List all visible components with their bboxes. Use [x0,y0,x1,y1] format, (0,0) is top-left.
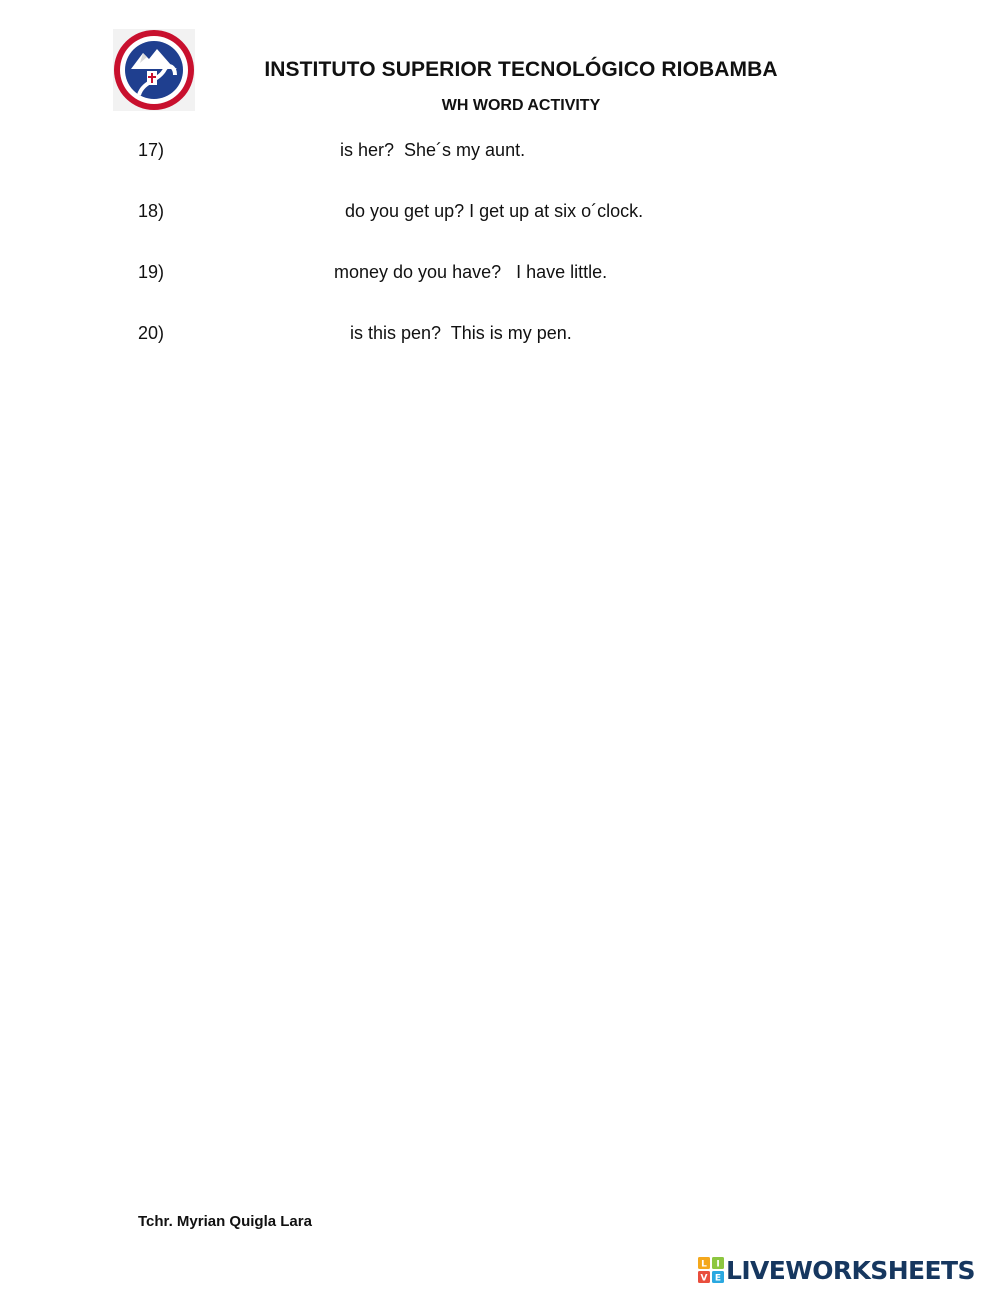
question-text: money do you have? I have little. [334,262,608,282]
question-number: 17) [138,140,165,160]
question-number: 18) [138,201,165,221]
liveworksheets-blocks-icon [698,1257,724,1283]
question-number: 20) [138,323,165,343]
question-row-19 [0,262,1000,286]
question-row-20 [0,323,1000,347]
teacher-name: Tchr. Myrian Quigla Lara [138,1213,312,1230]
activity-title: WH WORD ACTIVITY [441,97,601,114]
question-text: is this pen? This is my pen. [350,323,572,343]
svg-text:I: I [716,1259,720,1270]
svg-text:L: L [701,1259,707,1270]
question-row-17 [0,140,1000,164]
question-text: do you get up? I get up at six o´clock. [345,201,644,221]
question-text: is her? She´s my aunt. [340,140,526,160]
liveworksheets-brand[interactable] [698,1254,975,1286]
institution-title: INSTITUTO SUPERIOR TECNOLÓGICO RIOBAMBA [264,58,778,81]
svg-text:V: V [700,1273,708,1283]
question-number: 19) [138,262,165,282]
svg-text:E: E [714,1273,722,1283]
brand-name: LIVEWORKSHEETS [726,1255,975,1285]
question-row-18 [0,201,1000,225]
